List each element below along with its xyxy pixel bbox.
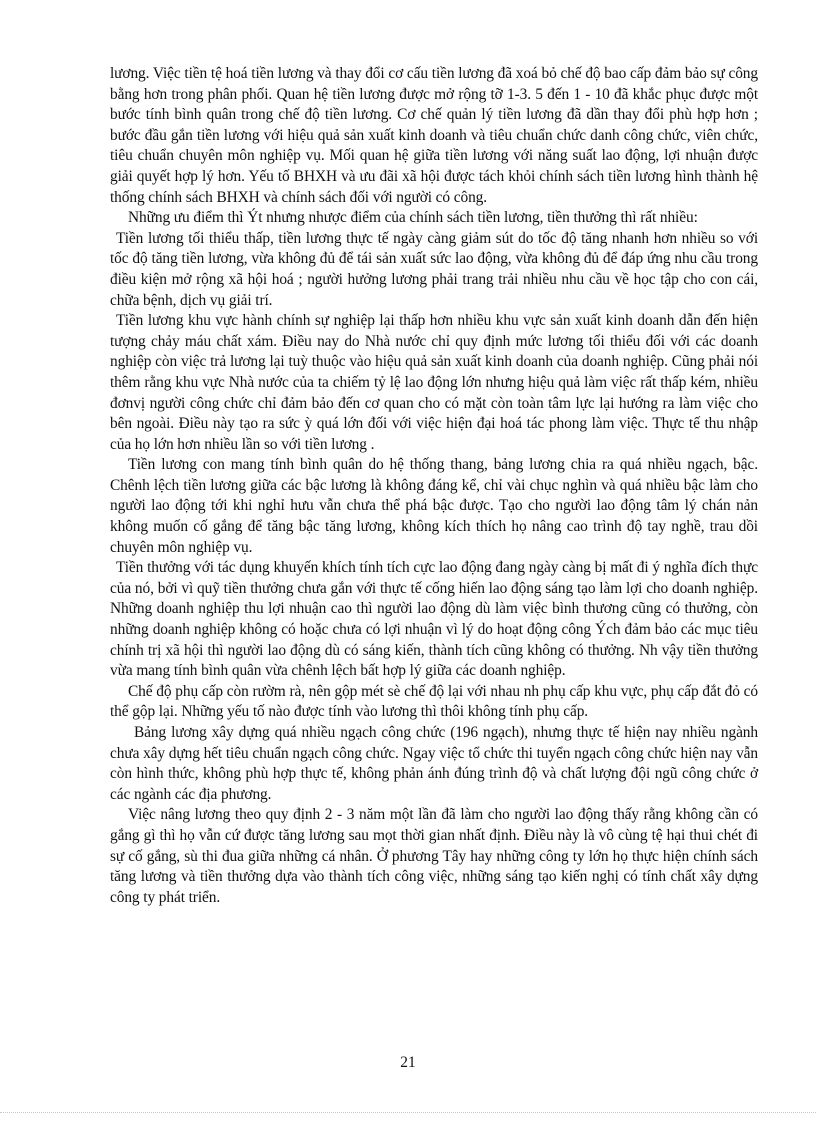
paragraph-civil-service-grades: Bảng lương xây dựng quá nhiều ngạch công chức (196 ngạch), nhưng thực tế hiện nay nhiều ngành chưa xây dựng hết tiêu chuẩn ngạch công chức. Ngay việc tổ chức thi tuyển ngạch công chức hiện nay vẫn còn hình thức, không phù hợp thực tế, không phản ánh đúng trình độ và chất lượng đội ngũ công chức ở các ngành các địa phương.	[110, 724, 758, 803]
paragraph-bonus: Tiền thưởng với tác dụng khuyến khích tính tích cực lao động đang ngày càng bị mất đi ý nghĩa đích thực của nó, bởi vì quỹ tiền thưởng chưa gắn với thực tế cống hiến lao động sáng tạo làm lợi cho doanh nghiệp. Những doanh nghiệp thu lợi nhuận cao thì người lao động dù làm việc bình thương cũng có thưởng, còn những doanh nghiệp không có hoặc chưa có lợi nhuận vì lý do hoạt động công Ých đảm bảo các mục tiêu chính trị xã hội thì người lao động dù có sáng kiến, thành tích cũng không có thưởng. Nh vậy tiền thưởng vừa mang tính bình quân vừa chênh lệch bất hợp lý giữa các doanh nghiệp.	[110, 559, 758, 680]
footer-divider	[0, 1112, 816, 1113]
page-number: 21	[400, 1054, 416, 1071]
document-page	[110, 64, 758, 908]
paragraph-public-sector-wage: Tiền lương khu vực hành chính sự nghiệp lại thấp hơn nhiều khu vực sản xuất kinh doanh dẫn đến hiện tượng chảy máu chất xám. Điều nay do Nhà nước chỉ quy định mức lương tối thiểu đối với các doanh nghiệp còn việc trả lương lại tuỳ thuộc vào hiệu quả sản xuất kinh doanh của doanh nghiệp. Cũng phải nói thêm rằng khu vực Nhà nước của ta chiếm tỷ lệ lao động lớn nhưng hiệu quả làm việc rất thấp kém, nhiều đơnvị người công chức chỉ đảm bảo đến cơ quan cho có mặt còn toàn tâm lực lại hướng ra làm việc cho bên ngoài. Điều này tạo ra sức ỳ quá lớn đối với việc hiện đại hoá tác phong làm việc. Thực tế thu nhập của họ lớn hơn nhiều lần so với tiền lương .	[110, 312, 758, 453]
paragraph-wage-reform: lương. Việc tiền tệ hoá tiền lương và thay đổi cơ cấu tiền lương đã xoá bỏ chế độ bao cấp đảm bảo sự công bằng hơn trong phân phối. Quan hệ tiền lương được mở rộng tỡ 1-3. 5 đến 1 - 10 đã khắc phục được một bước tính bình quân trong chế độ tiền lương. Cơ chế quản lý tiền lương đã dần thay đổi phù hợp hơn ; bước đầu gắn tiền lương với hiệu quả sản xuất kinh doanh và tiêu chuẩn chức danh công chức, viên chức, tiêu chuẩn chuyên môn nghiệp vụ. Mối quan hệ giữa tiền lương với năng suất lao động, lợi nhuận được giải quyết hợp lý hơn. Yếu tố BHXH và ưu đãi xã hội được tách khỏi chính sách tiền lương hình thành hệ thống chính sách BHXH và chính sách đối với người có công.	[110, 65, 758, 206]
paragraph-weaknesses-intro: Những ưu điểm thì Ýt nhưng nhược điểm của chính sách tiền lương, tiền thưởng thì rất nhiều:	[128, 209, 698, 227]
paragraph-wage-scale: Tiền lương con mang tính bình quân do hệ thống thang, bảng lương chia ra quá nhiều ngạch, bậc. Chênh lệch tiền lương giữa các bậc lương là không đáng kể, chỉ vài chục nghìn và quá nhiều bậc làm cho người lao động tới khi nghỉ hưu vẫn chưa thể phá bậc được. Tạo cho người lao động tâm lý chán nản không muốn cố gắng để tăng bậc tăng lương, không kích thích họ nâng cao trình độ tay nghề, trau dồi chuyên môn nghiệp vụ.	[110, 456, 758, 556]
paragraph-salary-raise: Việc nâng lương theo quy định 2 - 3 năm một lần đã làm cho người lao động thấy rằng không cần có gắng gì thì họ vẫn cứ được tăng lương sau mọt thời gian nhất định. Điều này là vô cùng tệ hại thui chét đi sự cố gắng, sù thi đua giữa những cá nhân. Ở phương Tây hay những công ty lớn họ thực hiện chính sách tăng lương và tiền thưởng dựa vào thành tích công việc, những sáng tạo kiến nghị có tính chất xây dựng công ty phát triển.	[110, 806, 758, 906]
paragraph-minimum-wage: Tiền lương tối thiểu thấp, tiền lương thực tế ngày càng giảm sút do tốc độ tăng nhanh hơn nhiều so với tốc độ tăng tiền lương, vừa không đủ để tái sản xuất sức lao động, vừa không đủ để đáp ứng nhu cầu trong điều kiện mở rộng xã hội hoá ; người hưởng lương phải trang trải nhiều nhu cầu về học tập cho con cái, chữa bệnh, dịch vụ giải trí.	[110, 229, 758, 309]
paragraph-allowance: Chế độ phụ cấp còn rườm rà, nên gộp mét sè chế độ lại với nhau nh phụ cấp khu vực, phụ cấp đắt đỏ có thể gộp lại. Những yếu tố nào được tính vào lương thì thôi không tính phụ cấp.	[110, 682, 758, 721]
